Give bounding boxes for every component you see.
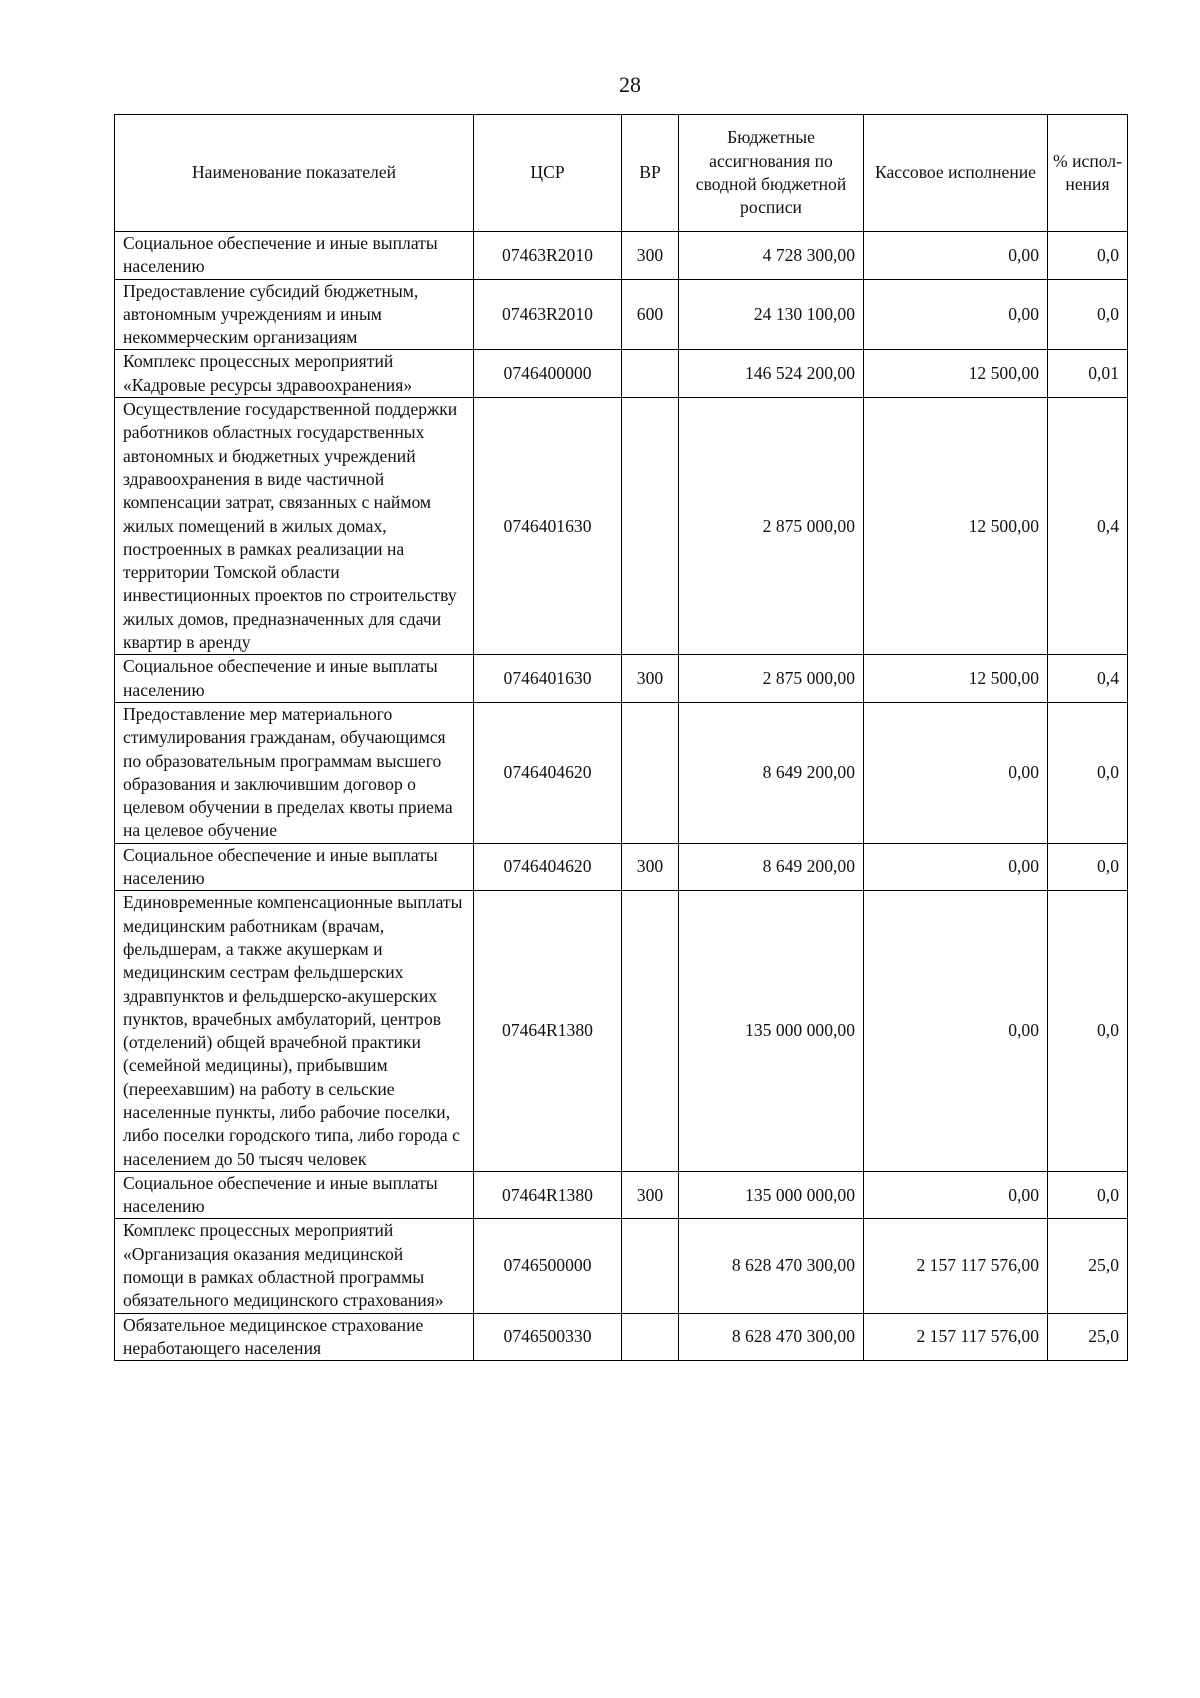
table-row bbox=[115, 350, 1128, 398]
header-percent: % испол-нения bbox=[1048, 115, 1128, 232]
page-number: 28 bbox=[619, 72, 641, 97]
row-csr: 07463R2010 bbox=[474, 232, 622, 280]
row-percent: 25,0 bbox=[1048, 1219, 1128, 1313]
row-cash-execution: 0,00 bbox=[864, 279, 1048, 350]
table-row bbox=[115, 1219, 1128, 1313]
row-vr bbox=[622, 702, 679, 843]
row-name: Предоставление субсидий бюджетным, автономным учреждениям и иным некоммерческим организациям bbox=[115, 279, 474, 350]
row-cash-execution: 2 157 117 576,00 bbox=[864, 1313, 1048, 1361]
table-row bbox=[115, 1171, 1128, 1219]
row-cash-execution: 12 500,00 bbox=[864, 655, 1048, 703]
row-cash-execution: 2 157 117 576,00 bbox=[864, 1219, 1048, 1313]
table-row bbox=[115, 398, 1128, 655]
row-percent: 0,4 bbox=[1048, 655, 1128, 703]
row-name: Социальное обеспечение и иные выплаты населению bbox=[115, 655, 474, 703]
row-vr: 300 bbox=[622, 843, 679, 891]
row-assignments: 8 649 200,00 bbox=[679, 702, 864, 843]
row-vr bbox=[622, 891, 679, 1172]
table-row bbox=[115, 843, 1128, 891]
row-percent: 0,0 bbox=[1048, 843, 1128, 891]
table-header bbox=[115, 115, 1128, 232]
row-percent: 0,0 bbox=[1048, 232, 1128, 280]
table-body bbox=[115, 232, 1128, 1361]
row-csr: 0746404620 bbox=[474, 843, 622, 891]
row-assignments: 135 000 000,00 bbox=[679, 1171, 864, 1219]
row-assignments: 2 875 000,00 bbox=[679, 398, 864, 655]
row-vr: 300 bbox=[622, 232, 679, 280]
row-csr: 0746500330 bbox=[474, 1313, 622, 1361]
row-name: Осуществление государственной поддержки работников областных государственных автономных и бюджетных учреждений здравоохранения в виде частичной компенсации затрат, связанных с наймом жилых помещений в жилых домах, построенных в рамках реализации на территории Томской области инвестиционных проектов по строительству жилых домов, предназначенных для сдачи квартир в аренду bbox=[115, 398, 474, 655]
table-row bbox=[115, 655, 1128, 703]
row-vr: 300 bbox=[622, 1171, 679, 1219]
row-name: Комплекс процессных мероприятий «Кадровые ресурсы здравоохранения» bbox=[115, 350, 474, 398]
header-vr: ВР bbox=[622, 115, 679, 232]
row-vr bbox=[622, 398, 679, 655]
row-cash-execution: 0,00 bbox=[864, 843, 1048, 891]
row-cash-execution: 0,00 bbox=[864, 232, 1048, 280]
row-percent: 0,0 bbox=[1048, 279, 1128, 350]
row-name: Социальное обеспечение и иные выплаты населению bbox=[115, 843, 474, 891]
row-assignments: 2 875 000,00 bbox=[679, 655, 864, 703]
row-name: Обязательное медицинское страхование неработающего населения bbox=[115, 1313, 474, 1361]
row-vr bbox=[622, 1219, 679, 1313]
row-name: Единовременные компенсационные выплаты медицинским работникам (врачам, фельдшерам, а также акушеркам и медицинским сестрам фельдшерских здравпунктов и фельдшерско-акушерских пунктов, врачебных амбулаторий, центров (отделений) общей врачебной практики (семейной медицины), прибывшим (переехавшим) на работу в сельские населенные пункты, либо рабочие поселки, либо поселки городского типа, либо города с населением до 50 тысяч человек bbox=[115, 891, 474, 1172]
row-csr: 0746400000 bbox=[474, 350, 622, 398]
row-cash-execution: 12 500,00 bbox=[864, 350, 1048, 398]
row-percent: 0,01 bbox=[1048, 350, 1128, 398]
row-percent: 0,0 bbox=[1048, 891, 1128, 1172]
table-row bbox=[115, 702, 1128, 843]
row-percent: 25,0 bbox=[1048, 1313, 1128, 1361]
table-row bbox=[115, 279, 1128, 350]
header-cash-execution: Кассовое исполнение bbox=[864, 115, 1048, 232]
row-csr: 0746500000 bbox=[474, 1219, 622, 1313]
header-csr: ЦСР bbox=[474, 115, 622, 232]
row-cash-execution: 0,00 bbox=[864, 1171, 1048, 1219]
header-name: Наименование показателей bbox=[115, 115, 474, 232]
row-cash-execution: 12 500,00 bbox=[864, 398, 1048, 655]
row-vr: 300 bbox=[622, 655, 679, 703]
header-assignments: Бюджетные ассигнования по сводной бюджетной росписи bbox=[679, 115, 864, 232]
table-row bbox=[115, 1313, 1128, 1361]
row-assignments: 8 649 200,00 bbox=[679, 843, 864, 891]
row-assignments: 135 000 000,00 bbox=[679, 891, 864, 1172]
row-csr: 07463R2010 bbox=[474, 279, 622, 350]
row-csr: 0746401630 bbox=[474, 655, 622, 703]
row-assignments: 8 628 470 300,00 bbox=[679, 1219, 864, 1313]
row-vr bbox=[622, 1313, 679, 1361]
budget-table bbox=[114, 114, 1128, 1361]
header-row bbox=[115, 115, 1128, 232]
row-name: Комплекс процессных мероприятий «Организация оказания медицинской помощи в рамках областной программы обязательного медицинского страхования» bbox=[115, 1219, 474, 1313]
row-assignments: 4 728 300,00 bbox=[679, 232, 864, 280]
row-percent: 0,4 bbox=[1048, 398, 1128, 655]
row-percent: 0,0 bbox=[1048, 702, 1128, 843]
row-assignments: 146 524 200,00 bbox=[679, 350, 864, 398]
row-name: Социальное обеспечение и иные выплаты населению bbox=[115, 232, 474, 280]
table-row bbox=[115, 232, 1128, 280]
row-csr: 0746401630 bbox=[474, 398, 622, 655]
row-name: Социальное обеспечение и иные выплаты населению bbox=[115, 1171, 474, 1219]
row-name: Предоставление мер материального стимулирования гражданам, обучающимся по образовательным программам высшего образования и заключившим договор о целевом обучении в пределах квоты приема на целевое обучение bbox=[115, 702, 474, 843]
row-assignments: 24 130 100,00 bbox=[679, 279, 864, 350]
row-vr bbox=[622, 350, 679, 398]
row-csr: 07464R1380 bbox=[474, 1171, 622, 1219]
row-percent: 0,0 bbox=[1048, 1171, 1128, 1219]
row-cash-execution: 0,00 bbox=[864, 702, 1048, 843]
row-assignments: 8 628 470 300,00 bbox=[679, 1313, 864, 1361]
row-vr: 600 bbox=[622, 279, 679, 350]
table-row bbox=[115, 891, 1128, 1172]
row-cash-execution: 0,00 bbox=[864, 891, 1048, 1172]
row-csr: 07464R1380 bbox=[474, 891, 622, 1172]
row-csr: 0746404620 bbox=[474, 702, 622, 843]
